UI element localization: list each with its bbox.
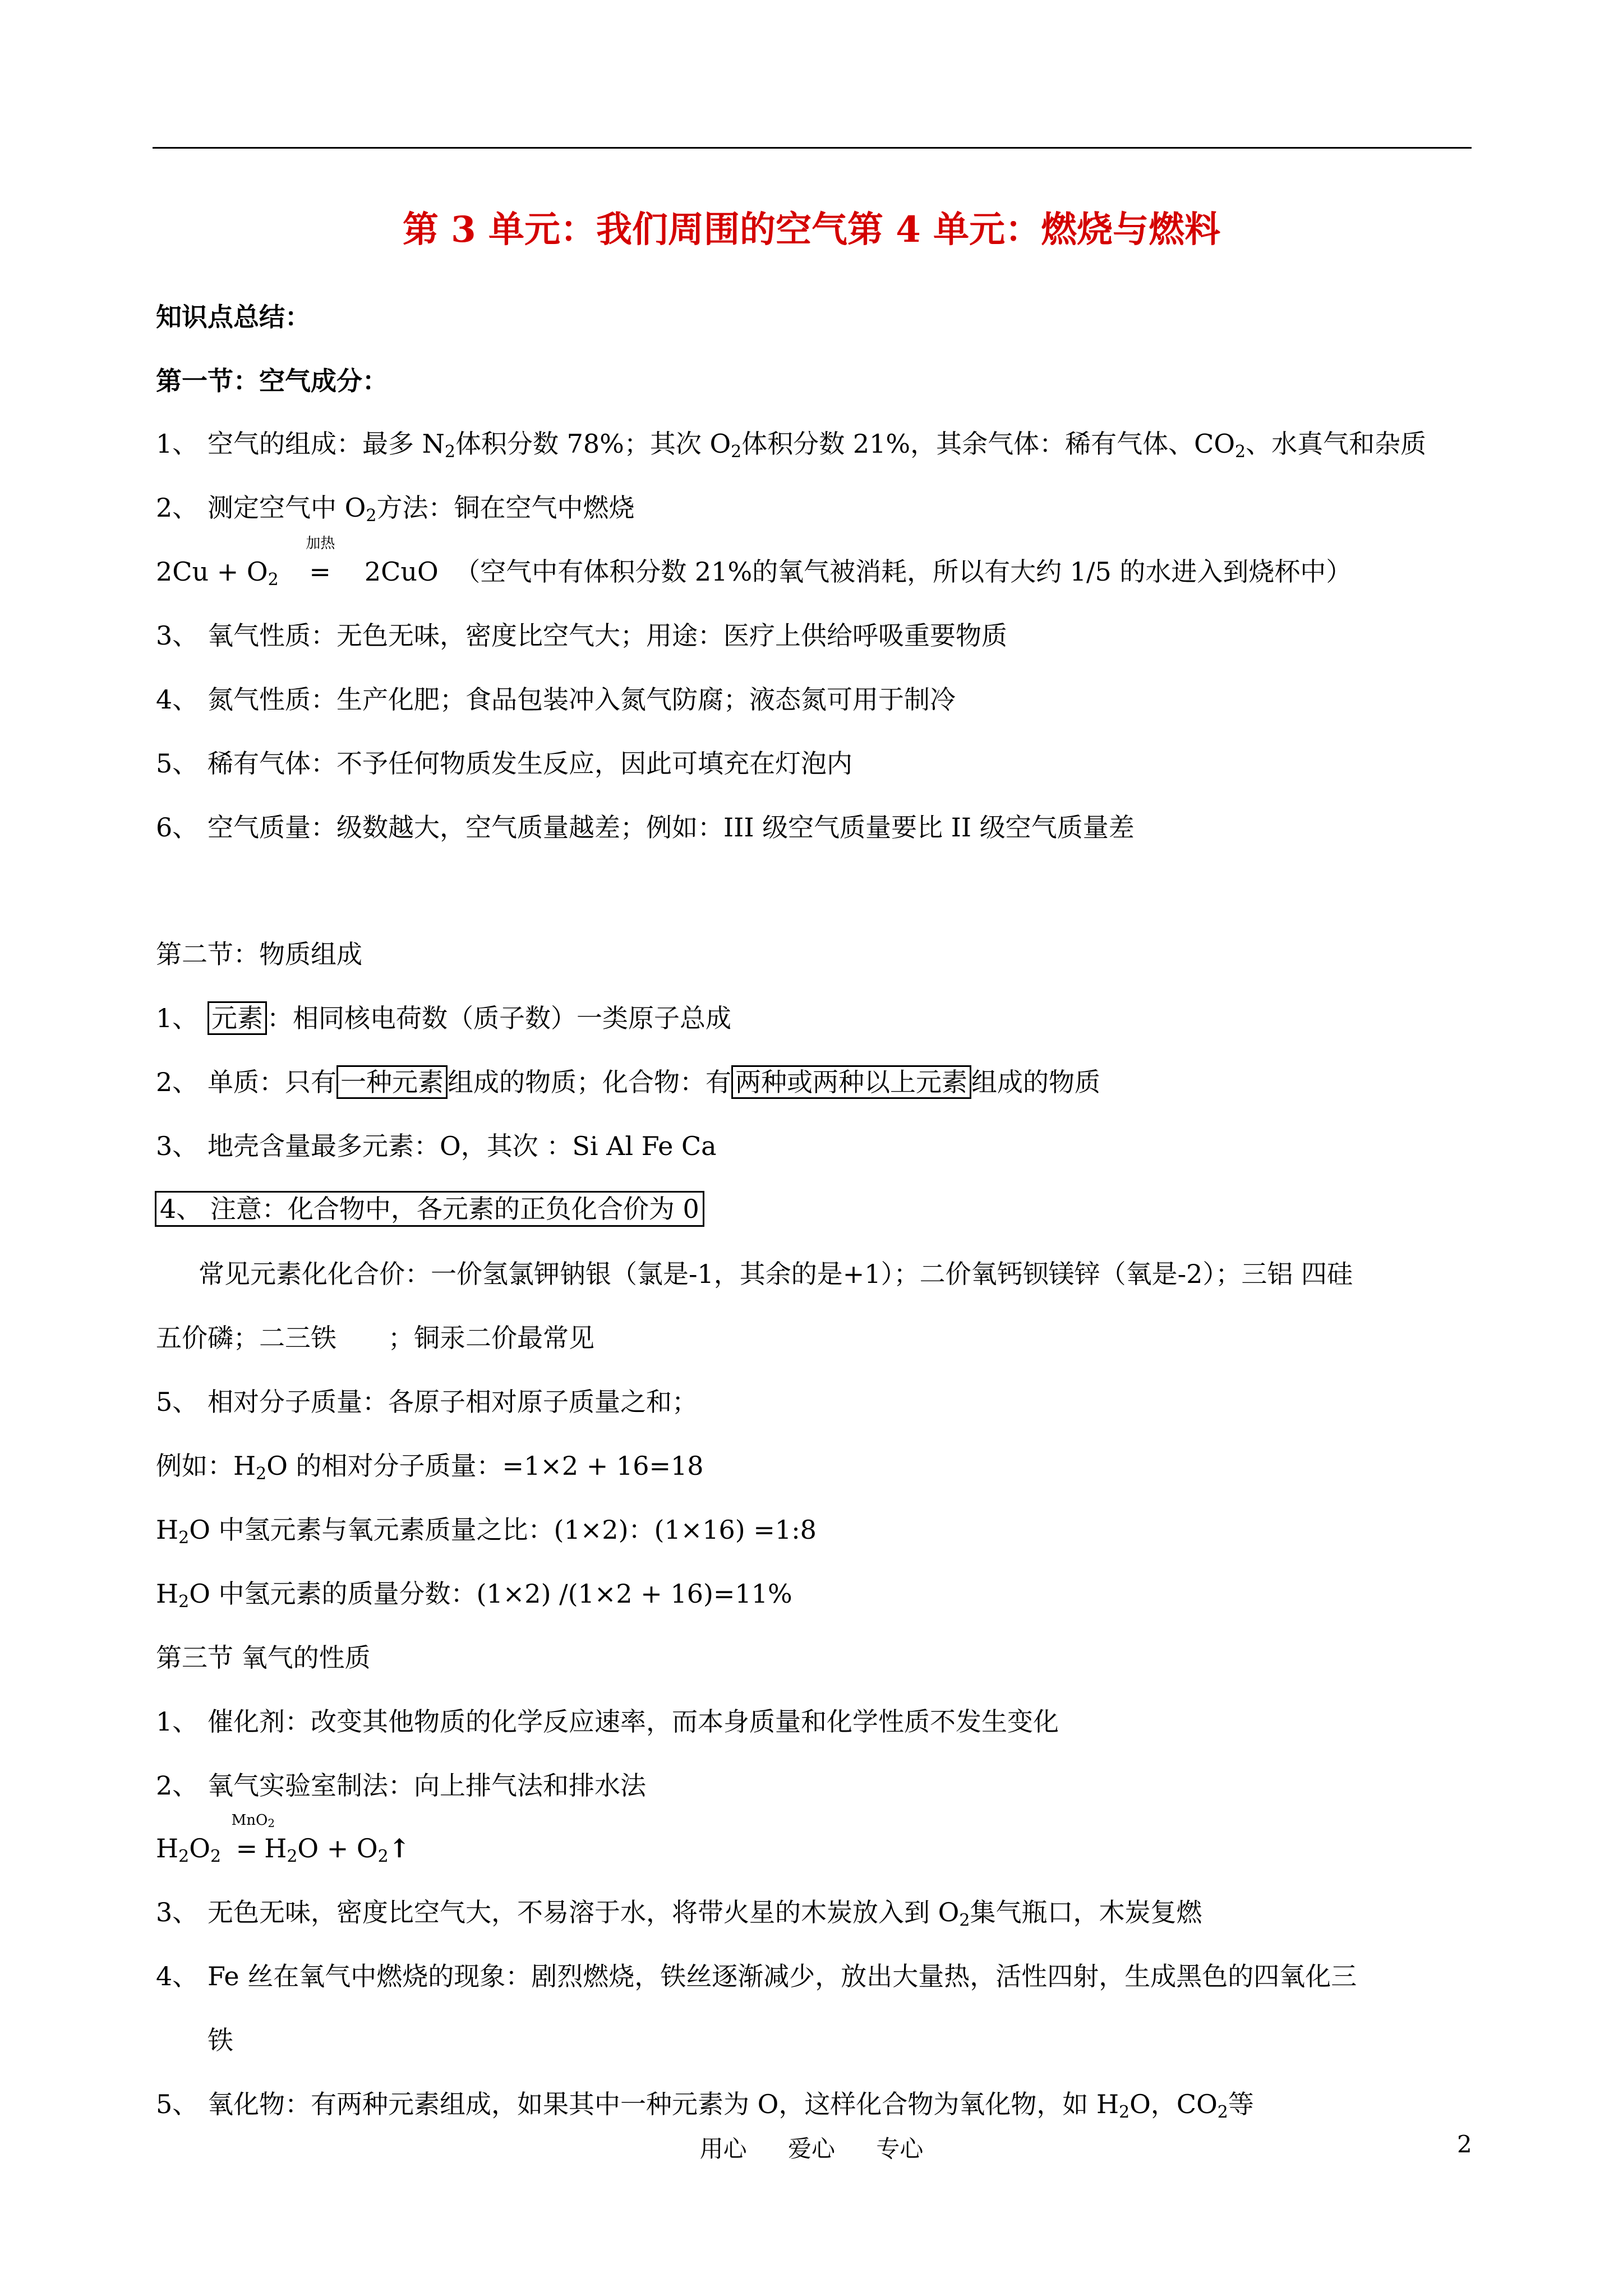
boxed-term-element: 元素	[208, 1001, 267, 1035]
section1-item-3: 3、 氧气性质：无色无味，密度比空气大；用途：医疗上供给呼吸重要物质	[156, 620, 1007, 651]
condition-heat: 加热	[306, 535, 335, 552]
example-mass-fraction: $H_2O$ 中氢元素的质量分数：(1×2) /(1×2 + 16)=11%	[156, 1579, 792, 1612]
section3-heading: 第三节 氧气的性质	[156, 1642, 371, 1673]
section2-item-5: 5、 相对分子质量：各原子相对原子质量之和；	[156, 1387, 698, 1417]
valence-line-1: 常见元素化化合价：一价氢氯钾钠银（氯是-1，其余的是+1）；二价氧钙钡镁锌（氧是-2）；三铝 四硅	[199, 1259, 1353, 1289]
section2-item-4	[155, 1196, 704, 1222]
example-molecular-mass: 例如：$H_2O$ 的相对分子质量：=1×2 + 16=18	[156, 1451, 704, 1484]
section1-item-5: 5、 稀有气体：不予任何物质发生反应，因此可填充在灯泡内	[156, 748, 852, 779]
section1-item-2: 2、 测定空气中 $O_2$方法：铜在空气中燃烧	[156, 493, 635, 526]
section3-item-3: 3、 无色无味，密度比空气大，不易溶于水，将带火星的木炭放入到 $O_2$集气瓶口，木炭复燃	[156, 1897, 1202, 1930]
section1-item-6: 6、 空气质量：级数越大，空气质量越差；例如：III 级空气质量要比 II 级空气质量差	[156, 812, 1135, 843]
boxed-term-two-or-more-elements: 两种或两种以上元素	[731, 1065, 971, 1099]
summary-heading: 知识点总结：	[156, 302, 311, 332]
peroxide-equation: $H_2O_2$ MnO$_2$ = $H_2O$ + $O_2↑$	[156, 1812, 411, 1866]
copper-equation: $2Cu + O_2$ 加热 = 2CuO （空气中有体积分数 21%的氧气被消耗，所以有大约 1/5 的水进入到烧杯中）	[156, 535, 1352, 590]
section1-item-1: 1、 空气的组成：最多 $N_2$体积分数 78%；其次 $O_2$体积分数 21%，其余气体：稀有气体、$CO_2$、水真气和杂质	[156, 429, 1427, 462]
example-mass-ratio: $H_2O$ 中氢元素与氧元素质量之比：(1×2)：(1×16) =1:8	[156, 1515, 817, 1548]
page-footer: 用心 爱心 专心	[699, 2135, 924, 2162]
section2-heading: 第二节：物质组成	[156, 939, 362, 969]
gas-arrow-icon: ↑	[388, 1833, 411, 1864]
section1-heading: 第一节：空气成分：	[156, 366, 388, 396]
valence-line-2: 五价磷；二三铁 ；铜汞二价最常见	[156, 1323, 594, 1353]
section1-item-4: 4、 氮气性质：生产化肥；食品包装冲入氮气防腐；液态氮可用于制冷	[156, 684, 956, 715]
condition-catalyst: MnO$_2$	[231, 1812, 275, 1830]
section3-item-4: 4、 Fe 丝在氧气中燃烧的现象：剧烈燃烧，铁丝逐渐减少，放出大量热，活性四射，生成黑色的四氧化三	[156, 1961, 1357, 1991]
section2-item-1: 1、 元素 ：相同核电荷数（质子数）一类原子总成	[156, 1005, 731, 1031]
boxed-term-one-element: 一种元素	[336, 1065, 448, 1099]
equals-with-condition: 加热 =	[306, 535, 335, 587]
page-number: 2	[1457, 2131, 1472, 2158]
section3-item-2: 2、 氧气实验室制法：向上排气法和排水法	[156, 1770, 646, 1801]
section3-item-5: 5、 氧化物：有两种元素组成，如果其中一种元素为 O，这样化合物为氧化物，如 $H_2O$，$CO_2$等	[156, 2089, 1254, 2122]
section3-item-1: 1、 催化剂：改变其他物质的化学反应速率，而本身质量和化学性质不发生变化	[156, 1706, 1059, 1737]
page-title: 第 3 单元：我们周围的空气第 4 单元：燃烧与燃料	[402, 209, 1221, 251]
section2-item-3: 3、 地壳含量最多元素：O，其次 ：Si Al Fe Ca	[156, 1131, 717, 1161]
equals-with-catalyst: MnO$_2$ =	[231, 1812, 275, 1864]
section2-item-2: 2、 单质：只有 一种元素 组成的物质；化合物：有 两种或两种以上元素 组成的物质	[156, 1069, 1100, 1095]
header-rule	[153, 147, 1472, 149]
item-number: 1、	[156, 429, 199, 459]
section3-item-4-continued: 铁	[208, 2025, 233, 2055]
boxed-note: 4、 注意：化合物中，各元素的正负化合价为 0	[155, 1191, 704, 1227]
